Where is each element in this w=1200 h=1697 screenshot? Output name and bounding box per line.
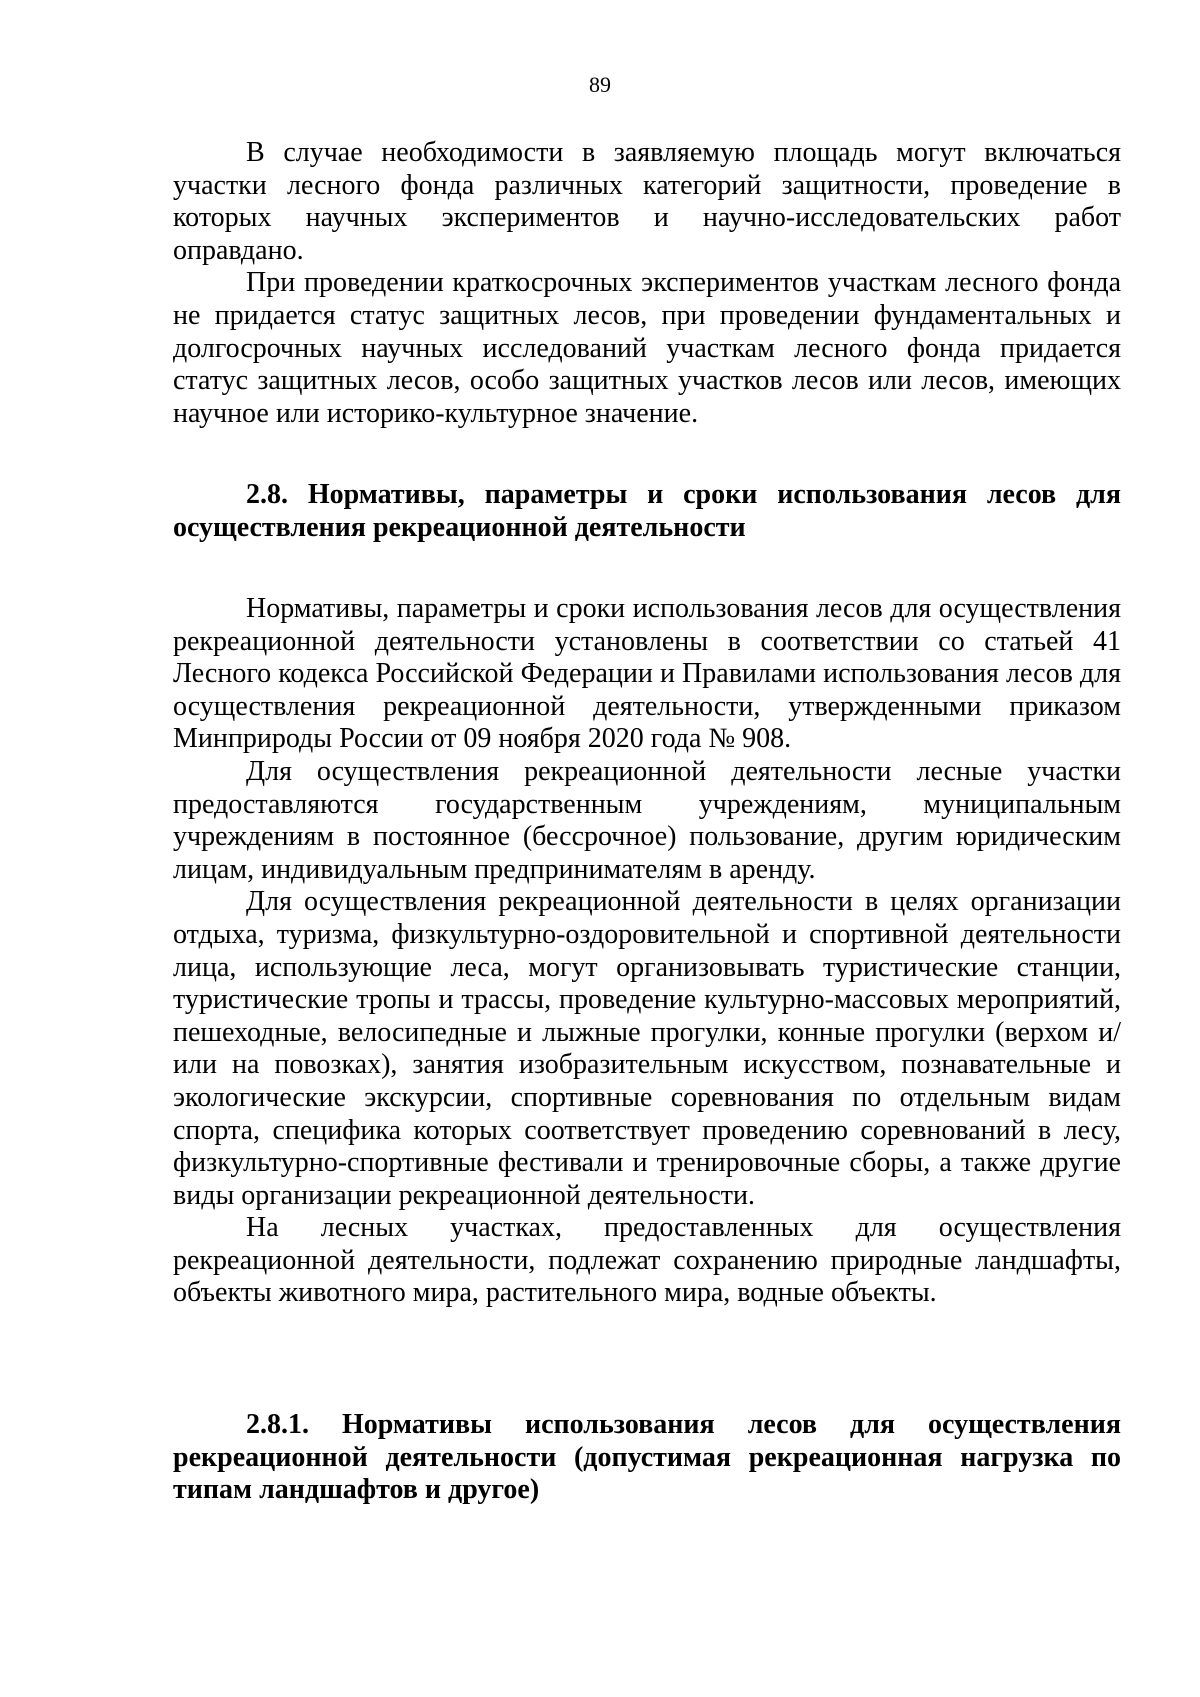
paragraph: Для осуществления рекреационной деятельности в целях организации отдыха, туризма, физкультурно-оздоровительной и спортивной деятельности лица, использующие леса, могут организовывать туристические станции, туристические тропы и трассы, проведение культурно-массовых мероприятий, пешеходные, велосипедные и лыжные прогулки, конные прогулки (верхом и/или на повозках), занятия изобразительным искусством, познавательные и экологические экскурсии, спортивные соревнования по отдельным видам спорта, специфика которых соответствует проведению соревнований в лесу, физкультурно-спортивные фестивали и тренировочные сборы, а также другие виды организации рекреационной деятельности. — [173, 886, 1121, 1211]
paragraph: В случае необходимости в заявляемую площадь могут включаться участки лесного фонда различных категорий защитности, проведение в которых научных экспериментов и научно-исследовательских работ оправдано. — [173, 137, 1121, 266]
paragraph: Нормативы, параметры и сроки использования лесов для осуществления рекреационной деятельности установлены в соответствии со статьей 41 Лесного кодекса Российской Федерации и Правилами использования лесов для осуществления рекреационной деятельности, утвержденными приказом Минприроды России от 09 ноября 2020 года № 908. — [173, 593, 1121, 755]
paragraph: Для осуществления рекреационной деятельности лесные участки предоставляются государственным учреждениям, муниципальным учреждениям в постоянное (бессрочное) пользование, другим юридическим лицам, индивидуальным предпринимателям в аренду. — [173, 755, 1121, 885]
subsection-heading: 2.8.1. Нормативы использования лесов для осуществления рекреационной деятельности (допустимая рекреационная нагрузка по типам ландшафтов и другое) — [173, 1409, 1121, 1506]
paragraph: На лесных участках, предоставленных для осуществления рекреационной деятельности, подлежат сохранению природные ландшафты, объекты животного мира, растительного мира, водные объекты. — [173, 1212, 1121, 1309]
section-heading: 2.8. Нормативы, параметры и сроки использования лесов для осуществления рекреационной деятельности — [173, 479, 1121, 543]
paragraph: При проведении краткосрочных экспериментов участкам лесного фонда не придается статус защитных лесов, при проведении фундаментальных и долгосрочных научных исследований участкам лесного фонда придается статус защитных лесов, особо защитных участков лесов или лесов, имеющих научное или историко-культурное значение. — [173, 267, 1121, 429]
section-2-8-1-heading-block — [173, 1409, 1121, 1507]
intro-paragraphs — [173, 137, 1121, 430]
section-2-8-heading-block — [173, 479, 1121, 544]
section-2-8-body — [173, 593, 1121, 1310]
page-number: 89 — [589, 72, 611, 97]
